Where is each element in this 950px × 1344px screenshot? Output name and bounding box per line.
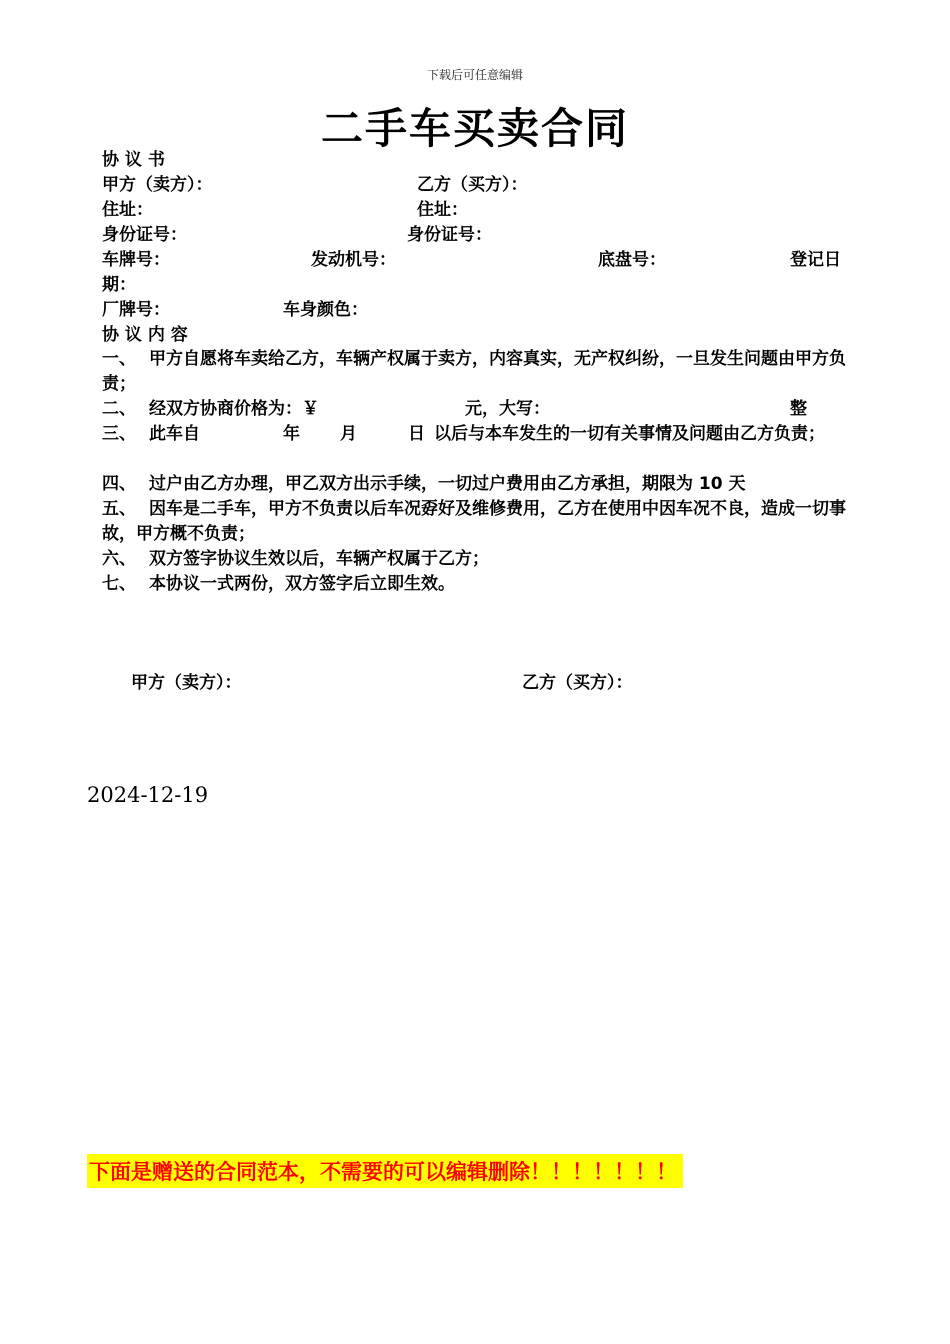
clause-7-text: 本协议一式两份，双方签字后立即生效。	[149, 574, 455, 594]
address-a-label: 住址：	[102, 200, 153, 220]
clause-1	[102, 347, 847, 396]
clause-2-num: 二、	[102, 399, 136, 419]
chassis-label: 底盘号：	[598, 250, 666, 270]
clause-6-num: 六、	[102, 549, 136, 569]
clause-6-text: 双方签字协议生效以后，车辆产权属于乙方；	[149, 549, 489, 569]
clause-3-year: 年	[283, 424, 300, 444]
clause-2-whole: 整	[790, 399, 807, 419]
clause-2-price-label: 经双方协商价格为：￥	[149, 399, 319, 419]
brand-label: 厂牌号：	[102, 300, 170, 320]
clause-3-num: 三、	[102, 424, 136, 444]
id-a-label: 身份证号：	[102, 225, 187, 245]
document-date: 2024-12-19	[87, 783, 209, 807]
color-label: 车身颜色：	[283, 300, 368, 320]
clause-3-month: 月	[340, 424, 357, 444]
engine-label: 发动机号：	[311, 250, 396, 270]
agreement-heading: 协 议 书	[102, 150, 165, 170]
clause-3-from: 此车自	[149, 424, 200, 444]
clause-3-day: 日	[408, 424, 425, 444]
id-b-label: 身份证号：	[407, 225, 492, 245]
plate-label: 车牌号：	[102, 250, 170, 270]
content-heading: 协 议 内 容	[102, 325, 188, 345]
clause-3-text	[102, 422, 847, 447]
page-title: 二手车买卖合同	[320, 104, 629, 153]
header-note: 下载后可任意编辑	[426, 68, 523, 82]
clause-3-text-content: 以后与本车发生的一切有关事情及问题由乙方负责；	[434, 424, 825, 444]
clause-5-num: 五、	[102, 499, 136, 519]
register-date-label: 登记日	[790, 250, 841, 270]
clause-4-text: 过户由乙方办理，甲乙双方出示手续，一切过户费用由乙方承担，期限为 10 天	[149, 474, 746, 494]
signature-party-a: 甲方（卖方）：	[131, 673, 242, 693]
signature-party-b: 乙方（买方）：	[522, 673, 633, 693]
register-date-label-cont: 期：	[102, 275, 136, 295]
clause-5	[102, 497, 847, 546]
party-a-label: 甲方（卖方）：	[102, 175, 213, 195]
clause-2-uppercase-label: 元，大写：	[465, 399, 550, 419]
party-b-label: 乙方（买方）：	[417, 175, 528, 195]
clause-1-text: 甲方自愿将车卖给乙方，车辆产权属于卖方，内容真实，无产权纠纷，一旦发生问题由甲方负责；	[102, 349, 846, 394]
template-notice-banner: 下面是赠送的合同范本，不需要的可以编辑删除！！！！！！！	[87, 1154, 683, 1188]
clause-7-num: 七、	[102, 574, 136, 594]
clause-4-num: 四、	[102, 474, 136, 494]
address-b-label: 住址：	[417, 200, 468, 220]
clause-5-text: 因车是二手车，甲方不负责以后车况孬好及维修费用，乙方在使用中因车况不良，造成一切事故，甲方概不负责；	[102, 499, 846, 544]
clause-1-num: 一、	[102, 349, 136, 369]
